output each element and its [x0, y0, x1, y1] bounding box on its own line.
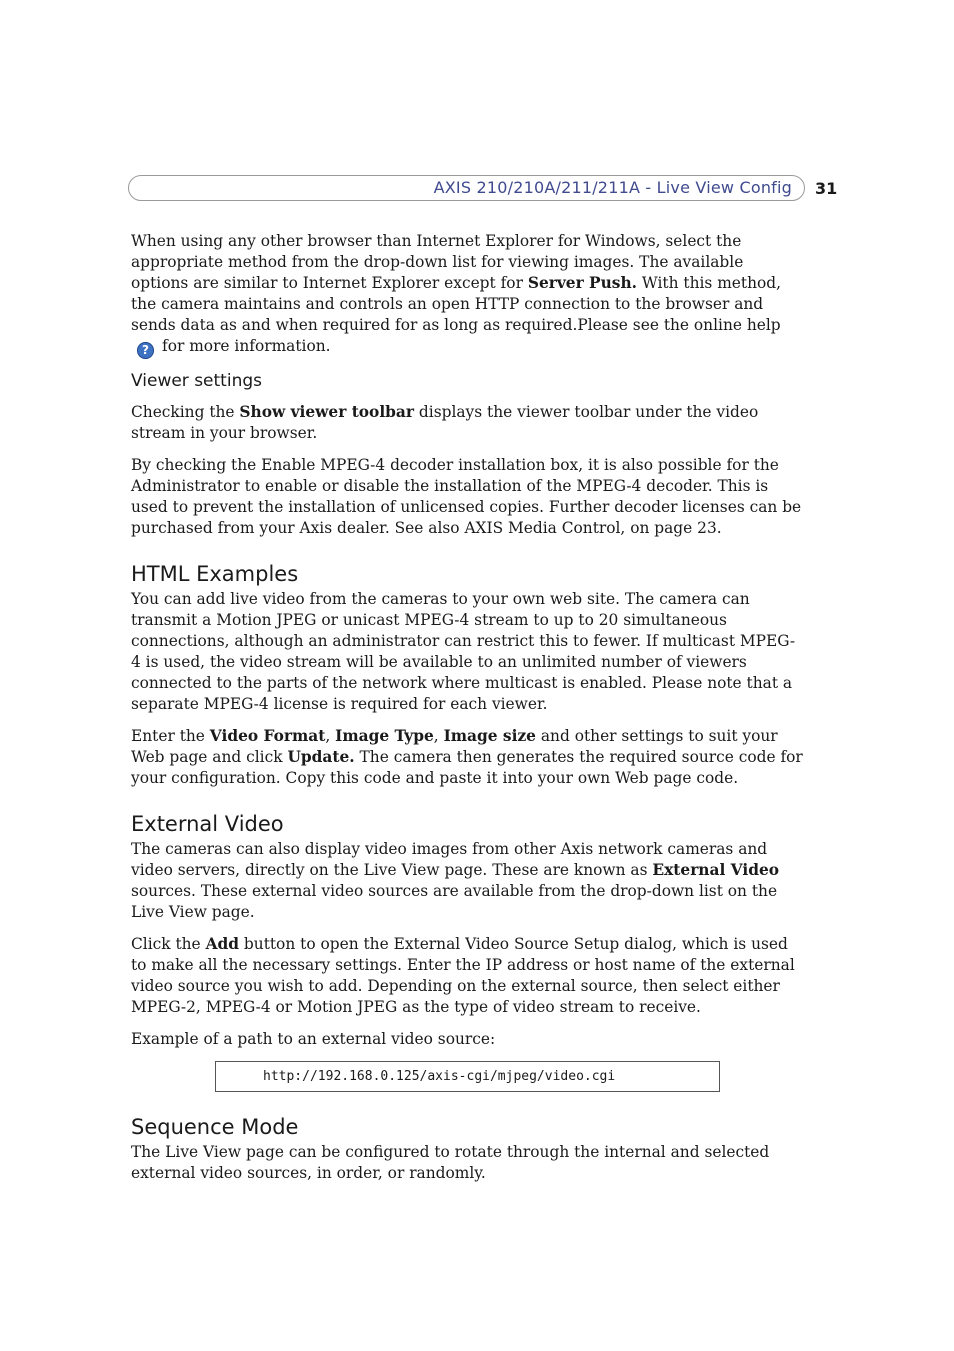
intro-paragraph — [131, 231, 803, 359]
sequence-mode-paragraph: The Live View page can be configured to rotate through the internal and selected external video sources, in order, or randomly. — [131, 1143, 770, 1182]
external-video-term: External Video — [652, 861, 780, 879]
ext-text-4: button to open the External Video Source Setup dialog, which is used to make all the necessary settings. Enter the IP address or host name of the external video source you wish to add. Depending on the external source, then select either MPEG-2, MPEG-4 or Motion JPEG as the type of video stream to receive. — [131, 935, 795, 1016]
add-term: Add — [205, 935, 240, 953]
intro-text-3: for more information. — [162, 337, 331, 355]
external-video-paragraph-2 — [131, 934, 803, 1018]
html-examples-paragraph-1: You can add live video from the cameras to your own web site. The camera can transmit a Motion JPEG or unicast MPEG-4 stream to up to 20 simultaneous connections, although an administrator can restrict this to fewer. If multicast MPEG-4 is used, the video stream will be available to an unlimited number of viewers connected to the parts of the network where multicast is enabled. Please note that a separate MPEG-4 license is required for each viewer. — [131, 590, 796, 713]
viewer-paragraph-1 — [131, 402, 803, 444]
page-number: 31 — [815, 179, 838, 198]
update-term: Update. — [287, 748, 355, 766]
ext-text-1: The cameras can also display video images from other Axis network cameras and video servers, directly on the Live View page. These are known as — [131, 840, 768, 879]
sequence-mode-heading: Sequence Mode — [131, 1115, 299, 1139]
viewer-settings-heading: Viewer settings — [131, 371, 262, 391]
html-text-2: , — [325, 727, 336, 745]
viewer-text-2: displays the viewer toolbar under the video stream in your browser. — [131, 403, 759, 442]
help-icon[interactable]: ? — [137, 342, 154, 359]
html-text-5: The camera then generates the required source code for your configuration. Copy this code and paste it into your own Web page code. — [131, 748, 803, 787]
html-text-1: Enter the — [131, 727, 210, 745]
show-viewer-toolbar-term: Show viewer toolbar — [239, 403, 415, 421]
html-text-3: , — [433, 727, 444, 745]
ext-text-2: sources. These external video sources are available from the drop-down list on the Live View page. — [131, 882, 778, 921]
intro-text-2: With this method, the camera maintains and controls an open HTTP connection to the browser and sends data as and when required for as long as required.Please see the online help — [131, 274, 782, 334]
intro-text-1: When using any other browser than Internet Explorer for Windows, select the appropriate method from the drop-down list for viewing images. The available options are similar to Internet Explorer except for — [131, 232, 744, 292]
html-examples-paragraph-2 — [131, 726, 803, 789]
server-push-term: Server Push. — [527, 274, 638, 292]
header-title: AXIS 210/210A/211/211A - Live View Config — [433, 178, 792, 197]
external-video-paragraph-3: Example of a path to an external video source: — [131, 1030, 496, 1048]
code-example-box: http://192.168.0.125/axis-cgi/mjpeg/video.cgi — [215, 1061, 720, 1092]
image-type-term: Image Type — [335, 727, 434, 745]
viewer-text-1: Checking the — [131, 403, 240, 421]
external-video-paragraph-1 — [131, 839, 803, 923]
html-examples-heading: HTML Examples — [131, 562, 299, 586]
image-size-term: Image size — [443, 727, 536, 745]
running-header — [128, 175, 805, 201]
page-content — [131, 231, 803, 1195]
external-video-heading: External Video — [131, 812, 284, 836]
ext-text-3: Click the — [131, 935, 206, 953]
video-format-term: Video Format — [209, 727, 326, 745]
viewer-paragraph-2: By checking the Enable MPEG-4 decoder installation box, it is also possible for the Administrator to enable or disable the installation of the MPEG-4 decoder. This is used to prevent the installation of unlicensed copies. Further decoder licenses can be purchased from your Axis dealer. See also AXIS Media Control, on page 23. — [131, 456, 802, 537]
html-text-4: and other settings to suit your Web page and click — [131, 727, 778, 766]
